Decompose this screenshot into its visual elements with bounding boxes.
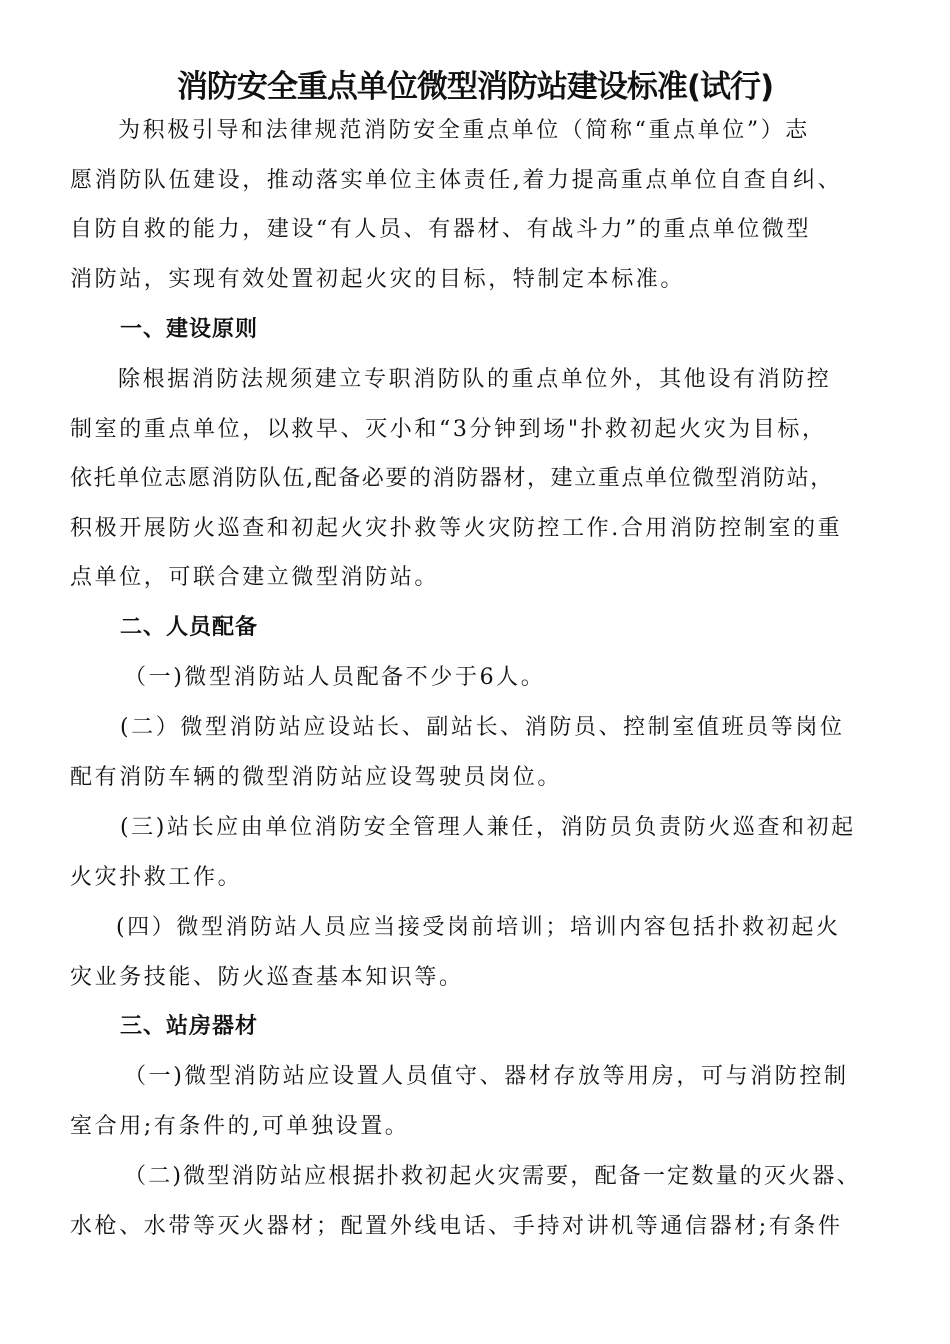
text-line: 消防站，实现有效处置初起火灾的目标，特制定本标准。 bbox=[70, 266, 686, 292]
text-line: 水枪、水带等灭火器材；配置外线电话、手持对讲机等通信器材;有条件 bbox=[70, 1213, 843, 1239]
text-line: 积极开展防火巡查和初起火灾扑救等火灾防控工作.合用消防控制室的重 bbox=[70, 515, 843, 541]
facilities-item-1 bbox=[70, 1052, 882, 1151]
text-line: 自防自救的能力，建设“有人员、有器材、有战斗力”的重点单位微型 bbox=[70, 217, 812, 242]
text-line: 愿消防队伍建设，推动落实单位主体责任,着力提高重点单位自查自纠、 bbox=[70, 167, 843, 193]
text-line: （一)微型消防站人员配备不少于6人。 bbox=[124, 665, 546, 690]
principles-paragraph bbox=[70, 355, 882, 603]
section-heading-facilities: 三、站房器材 bbox=[120, 1014, 259, 1039]
text-line: 配有消防车辆的微型消防站应设驾驶员岗位。 bbox=[70, 764, 563, 790]
text-line: 点单位，可联合建立微型消防站。 bbox=[70, 565, 440, 590]
staffing-item-1 bbox=[70, 653, 882, 703]
document-title: 消防安全重点单位微型消防站建设标准(试行) bbox=[176, 69, 774, 105]
staffing-item-4 bbox=[70, 903, 882, 1002]
text-line: 为积极引导和法律规范消防安全重点单位（简称“重点单位”）志 bbox=[118, 118, 810, 143]
text-line: 火灾扑救工作。 bbox=[70, 864, 243, 890]
text-line: 除根据消防法规须建立专职消防队的重点单位外，其他设有消防控 bbox=[118, 367, 832, 392]
text-line: 制室的重点单位，以救早、灭小和“3分钟到场"扑救初起火灾为目标， bbox=[70, 416, 827, 442]
text-line: （一)微型消防站应设置人员值守、器材存放等用房，可与消防控制 bbox=[124, 1064, 849, 1089]
section-heading-staffing: 二、人员配备 bbox=[120, 615, 259, 640]
text-line: (四）微型消防站人员应当接受岗前培训；培训内容包括扑救初起火 bbox=[116, 915, 841, 940]
text-line: 依托单位志愿消防队伍,配备必要的消防器材，建立重点单位微型消防站， bbox=[70, 466, 834, 491]
text-line: (三)站长应由单位消防安全管理人兼任，消防员负责防火巡查和初起 bbox=[120, 815, 856, 840]
intro-paragraph bbox=[70, 106, 882, 304]
staffing-item-3 bbox=[70, 803, 882, 902]
text-line: （二)微型消防站应根据扑救初起火灾需要，配备一定数量的灭火器、 bbox=[124, 1164, 861, 1189]
section-heading-principles: 一、建设原则 bbox=[120, 317, 259, 342]
text-line: 室合用;有条件的,可单独设置。 bbox=[70, 1113, 410, 1139]
text-line: 灾业务技能、防火巡查基本知识等。 bbox=[70, 964, 464, 990]
text-line: (二）微型消防站应设站长、副站长、消防员、控制室值班员等岗位 bbox=[120, 715, 845, 740]
facilities-item-2 bbox=[70, 1152, 882, 1251]
staffing-item-2 bbox=[70, 703, 882, 802]
